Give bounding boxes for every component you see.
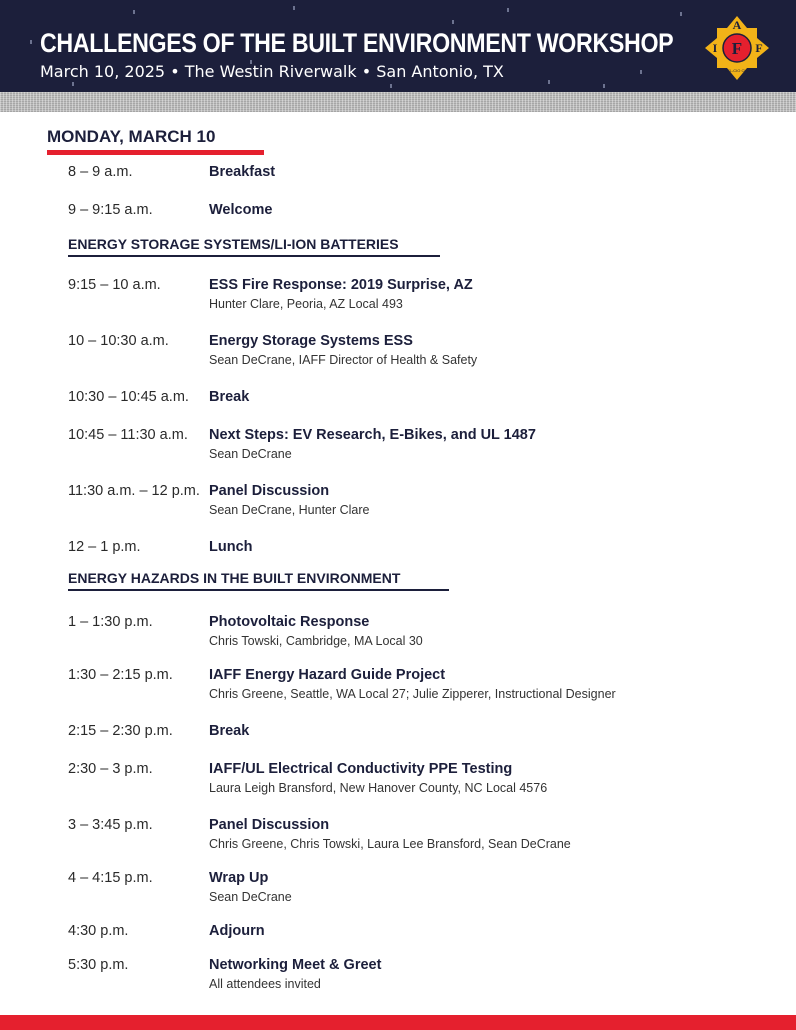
session-title: ESS Fire Response: 2019 Surprise, AZ (209, 277, 473, 293)
section-underline (68, 589, 449, 591)
session-title: Photovoltaic Response (209, 614, 370, 630)
svg-text:F: F (731, 39, 743, 58)
section-underline (68, 255, 440, 257)
day-heading: MONDAY, MARCH 10 (47, 127, 216, 146)
session-title: Break (209, 723, 250, 739)
page-title: CHALLENGES OF THE BUILT ENVIRONMENT WORKSHOP (40, 28, 674, 58)
session-title: Adjourn (209, 923, 265, 939)
session-time: 4:30 p.m. (68, 923, 129, 939)
iaff-logo (703, 14, 771, 82)
session-time: 9 – 9:15 a.m. (68, 202, 153, 218)
session-speaker: Laura Leigh Bransford, New Hanover County, NC Local 4576 (209, 781, 548, 795)
session-title: Lunch (209, 539, 253, 555)
session-time: 11:30 a.m. – 12 p.m. (68, 483, 200, 499)
maltese-cross-icon (703, 14, 771, 82)
session-title: Energy Storage Systems ESS (209, 333, 413, 349)
session-title: IAFF/UL Electrical Conductivity PPE Testing (209, 761, 513, 777)
session-time: 2:15 – 2:30 p.m. (68, 723, 173, 739)
session-title: Next Steps: EV Research, E-Bikes, and UL 1487 (209, 427, 536, 443)
session-speaker: All attendees invited (209, 977, 321, 991)
svg-text:AFL-CIO CLC: AFL-CIO CLC (724, 68, 750, 73)
session-time: 2:30 – 3 p.m. (68, 761, 153, 777)
session-speaker: Sean DeCrane, IAFF Director of Health & Safety (209, 353, 478, 367)
session-time: 3 – 3:45 p.m. (68, 817, 153, 833)
session-speaker: Sean DeCrane (209, 890, 292, 904)
day-heading-underline (47, 150, 264, 155)
session-title: Break (209, 389, 250, 405)
session-title: Wrap Up (209, 870, 269, 886)
session-speaker: Chris Towski, Cambridge, MA Local 30 (209, 634, 423, 648)
header-banner (0, 0, 796, 92)
section-heading-energy-storage: ENERGY STORAGE SYSTEMS/LI-ION BATTERIES (68, 236, 399, 252)
session-speaker: Sean DeCrane (209, 447, 292, 461)
footer-bar (0, 1015, 796, 1030)
session-speaker: Chris Greene, Chris Towski, Laura Lee Bransford, Sean DeCrane (209, 837, 571, 851)
session-title: IAFF Energy Hazard Guide Project (209, 667, 446, 683)
session-time: 12 – 1 p.m. (68, 539, 141, 555)
session-time: 8 – 9 a.m. (68, 164, 133, 180)
event-subtitle: March 10, 2025 • The Westin Riverwalk • San Antonio, TX (40, 62, 504, 81)
session-time: 9:15 – 10 a.m. (68, 277, 161, 293)
section-heading-energy-hazards: ENERGY HAZARDS IN THE BUILT ENVIRONMENT (68, 570, 401, 586)
session-title: Panel Discussion (209, 483, 330, 499)
session-time: 5:30 p.m. (68, 957, 129, 973)
svg-text:A: A (732, 18, 742, 32)
session-speaker: Sean DeCrane, Hunter Clare (209, 503, 370, 517)
session-title: Panel Discussion (209, 817, 330, 833)
session-speaker: Hunter Clare, Peoria, AZ Local 493 (209, 297, 403, 311)
session-time: 10:30 – 10:45 a.m. (68, 389, 189, 405)
session-time: 10 – 10:30 a.m. (68, 333, 169, 349)
session-title: Networking Meet & Greet (209, 957, 382, 973)
session-time: 4 – 4:15 p.m. (68, 870, 153, 886)
session-time: 1:30 – 2:15 p.m. (68, 667, 173, 683)
svg-text:I: I (712, 41, 718, 55)
session-time: 10:45 – 11:30 a.m. (68, 427, 188, 443)
session-time: 1 – 1:30 p.m. (68, 614, 153, 630)
session-speaker: Chris Greene, Seattle, WA Local 27; Julie Zipperer, Instructional Designer (209, 687, 616, 701)
session-title: Welcome (209, 202, 273, 218)
svg-text:F: F (755, 41, 763, 55)
texture-strip (0, 92, 796, 112)
session-title: Breakfast (209, 164, 276, 180)
